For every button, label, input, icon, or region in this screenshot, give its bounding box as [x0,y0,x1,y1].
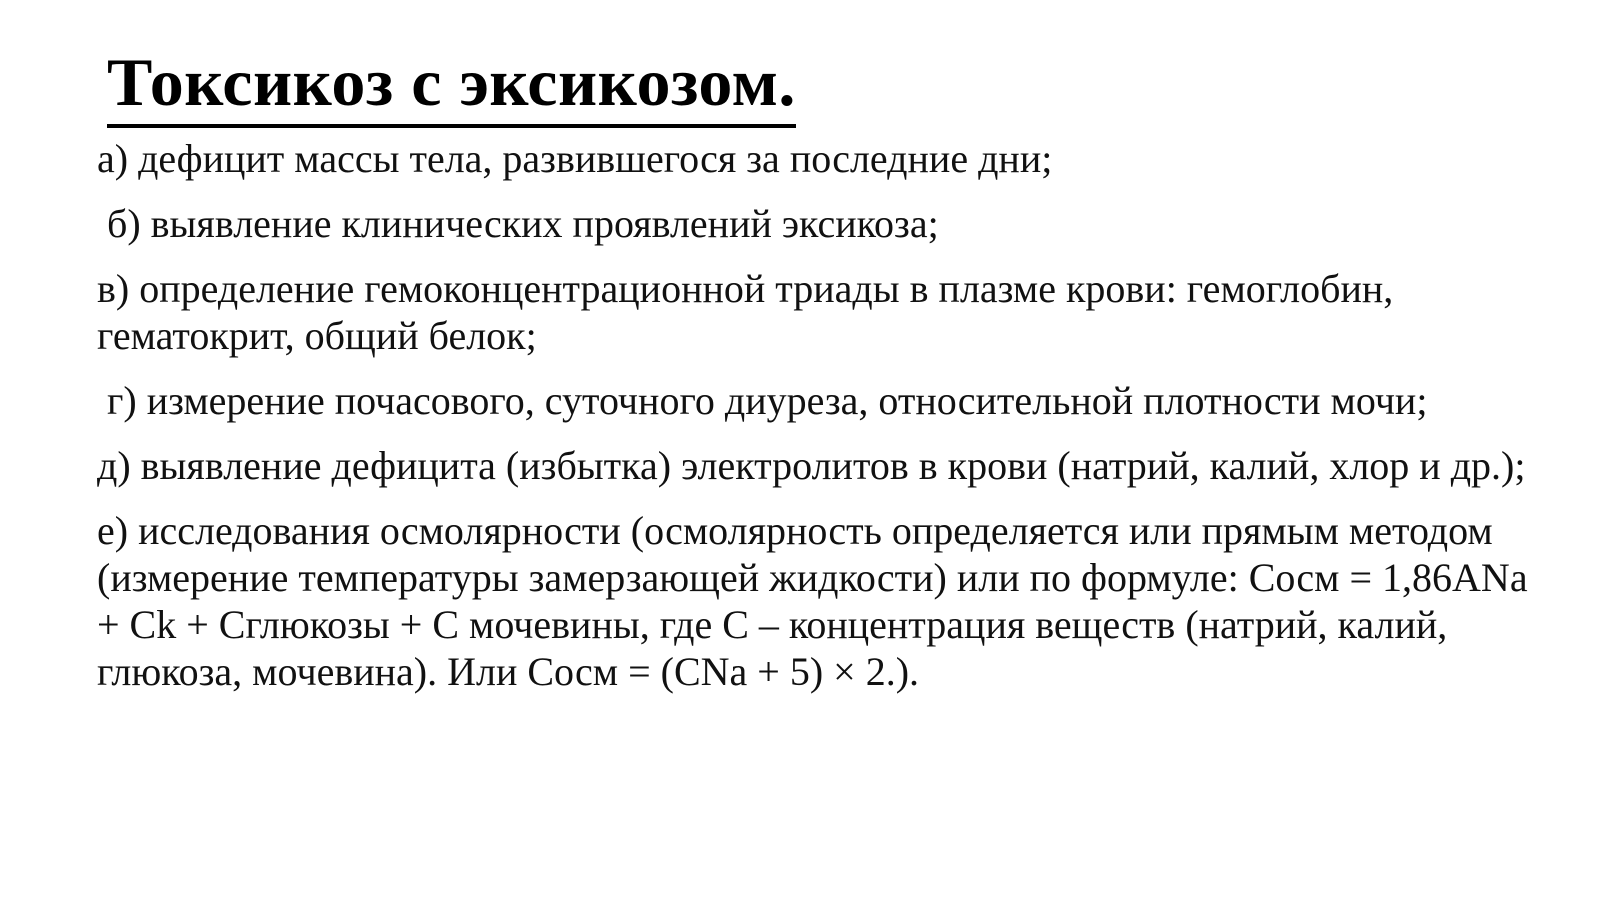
list-item: г) измерение почасового, суточного диуреза, относительной плотности мочи; [97,378,1428,423]
list-item: в) определение гемоконцентрационной триады в плазме крови: гемоглобин, гематокрит, общий белок; [97,266,1404,358]
slide-title: Токсикоз с эксикозом. [107,40,796,128]
list-item: д) выявление дефицита (избытка) электролитов в крови (натрий, калий, хлор и др.); [97,443,1526,488]
list-item: е) исследования осмолярности (осмолярность определяется или прямым методом (измерение температуры замерзающей жидкости) или по формуле: Сосм = 1,86ANa + Ck + Cглюкозы + С мочевины, где С – концентрация веществ (натрий, калий, глюкоза, мочевина). Или Сосм = (CNa + 5) × 2.). [97,508,1538,694]
list-item: б) выявление клинических проявлений эксикоза; [97,201,939,246]
list-item: а) дефицит массы тела, развившегося за последние дни; [97,136,1053,181]
criteria-list [97,135,1537,713]
